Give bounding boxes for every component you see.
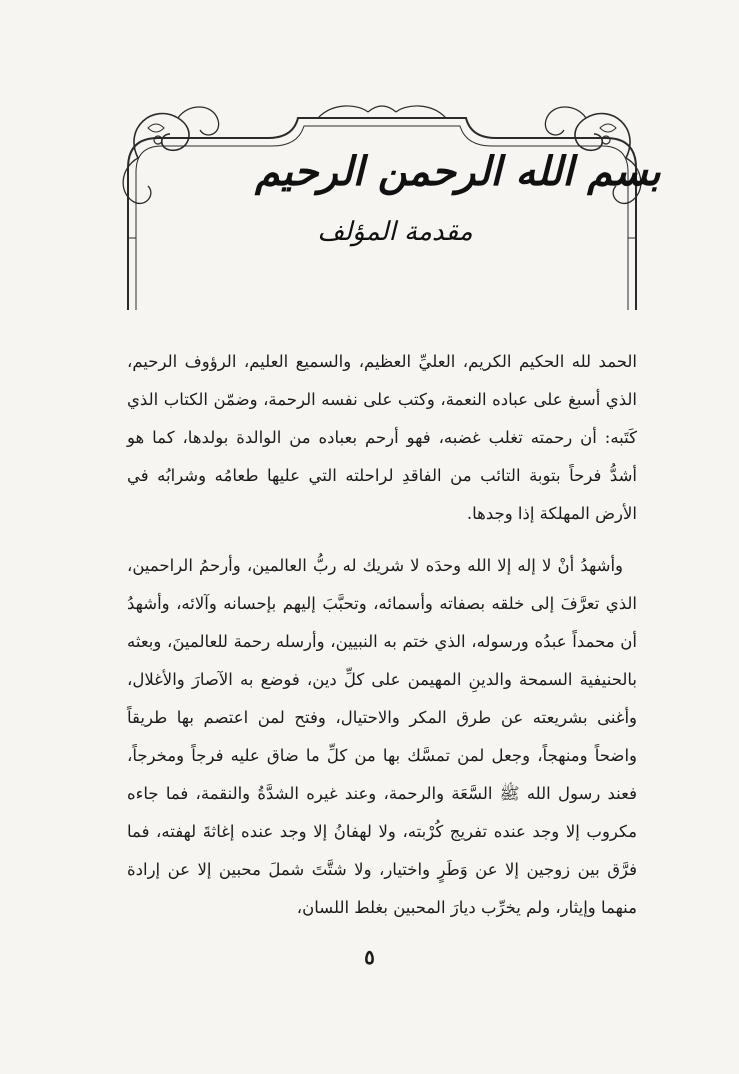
paragraph-2: وأشهدُ أنْ لا إله إلا الله وحدَه لا شريك له ربُّ العالمين، وأرحمُ الراحمين، الذي تعرَّفَ إلى خلقه بصفاته وأسمائه، وتحبَّبَ إليهم بإحسانه وآلائه، وأشهدُ أن محمداً عبدُه ورسوله، الذي ختم به النبيين، وأرسله رحمة للعالمينَ، وبعثه بالحنيفية السمحة والدينِ المهيمن على كلِّ دين، فوضع به الآصارَ والأغلال، وأغنى بشريعته عن طرق المكر والاحتيال، وفتح لمن اعتصم بها طريقاً واضحاً ومنهجاً، وجعل لمن تمسَّك بها من كلِّ ما ضاق عليه فرجاً ومخرجاً، فعند رسول الله ﷺ السَّعَة والرحمة، وعند غيره الشدَّةُ والنقمة، فما جاءه مكروب إلا وجد عنده تفريج كُرْبته، ولا لهفانُ إلا وجد عنده إغاثةَ لهفته، فما فرَّق بين زوجين إلا عن وَطَرٍ واختيار، ولا شتَّتَ شملَ محبين إلا عن إرادة منهما وإيثار، ولم يخرِّب ديارَ المحبين بغلط اللسان، <box>127 556 637 917</box>
basmala-calligraphy: بسم الله الرحمن الرحيم <box>255 148 661 195</box>
header-block <box>255 140 661 250</box>
main-text <box>127 343 637 927</box>
paragraph-1: الحمد لله الحكيم الكريم، العليِّ العظيم، والسميع العليم، الرؤوف الرحيم، الذي أسبغ على عباده النعمة، وكتب على نفسه الرحمة، وضمّن الكتاب الذي كَتَبه: أن رحمته تغلب غضبه، فهو أرحم بعباده من الوالدة بولدها، كما هو أشدُّ فرحاً بتوبة التائب من الفاقدِ لراحلته التي عليها طعامُه وشرابُه في الأرض المهلكة إذا وجدها. <box>127 352 637 523</box>
page-title: مقدمة المؤلف <box>317 217 473 247</box>
page-number: ٥ <box>364 945 375 969</box>
